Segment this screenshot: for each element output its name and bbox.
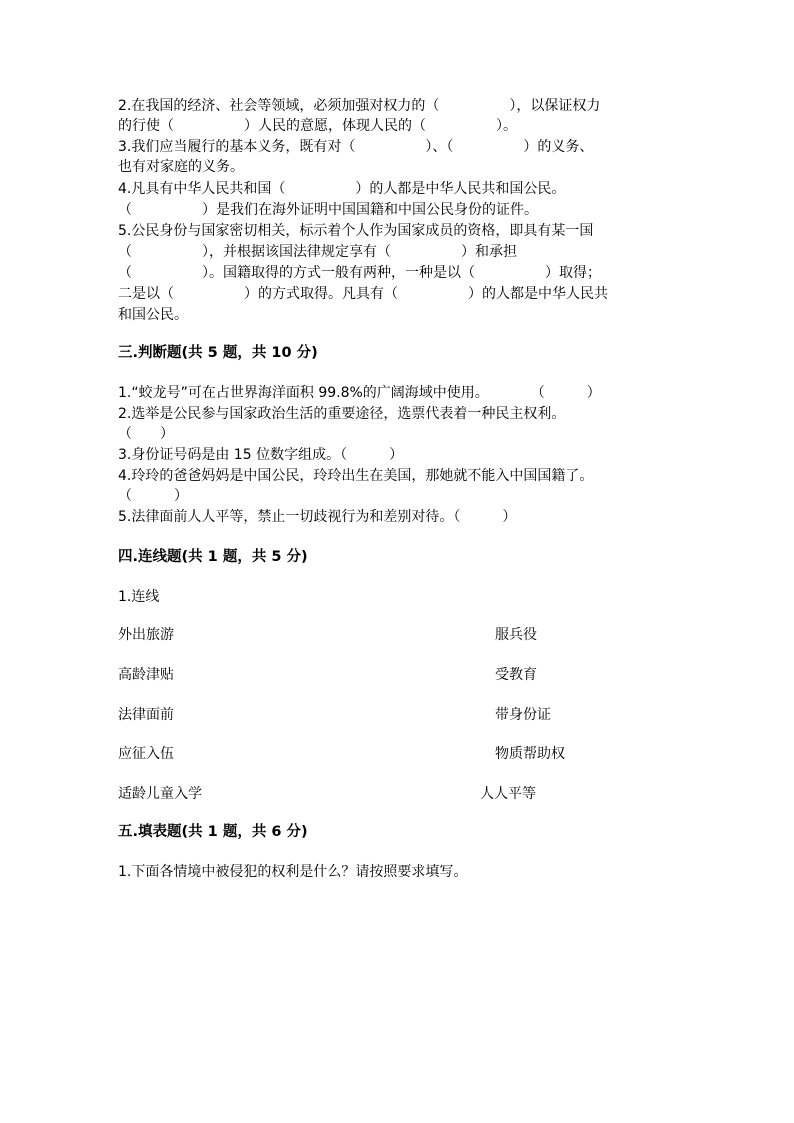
fill-line-11: 和国公民。 <box>118 307 188 323</box>
match-left-item: 适龄儿童入学 <box>118 786 202 802</box>
matching-question: 1.连线 <box>118 589 160 605</box>
fill-line-8: （ ），并根据该国法律规定享有（ ）和承担 <box>118 244 517 260</box>
judge-line-5: 4.玲玲的爸爸妈妈是中国公民，玲玲出生在美国，那她就不能入中国国籍了。 <box>118 468 594 484</box>
section-4-heading: 四.连线题(共 1 题，共 5 分) <box>118 549 308 565</box>
judge-line-7: 5.法律面前人人平等，禁止一切歧视行为和差别对待。（ ） <box>118 509 517 525</box>
match-left-item: 外出旅游 <box>118 627 174 643</box>
fill-line-4: 也有对家庭的义务。 <box>118 159 244 175</box>
match-left-item: 应征入伍 <box>118 746 174 762</box>
judge-line-1: 1.“蛟龙号”可在占世界海洋面积 99.8%的广阔海域中使用。 （ ） <box>118 385 601 401</box>
match-right-item: 带身份证 <box>495 707 551 723</box>
match-right-item: 服兵役 <box>495 627 537 643</box>
match-right-item: 人人平等 <box>480 786 536 802</box>
fill-line-9: （ ）。国籍取得的方式一般有两种，一种是以（ ）取得； <box>118 265 601 281</box>
fill-line-7: 5.公民身份与国家密切相关，标示着个人作为国家成员的资格，即具有某一国 <box>118 223 594 239</box>
match-left-item: 法律面前 <box>118 707 174 723</box>
match-right-item: 受教育 <box>495 667 537 683</box>
section-5-heading: 五.填表题(共 1 题，共 6 分) <box>118 824 308 840</box>
judge-line-4: 3.身份证号码是由 15 位数字组成。（ ） <box>118 447 404 463</box>
match-right-item: 物质帮助权 <box>495 746 565 762</box>
judge-line-3: （ ） <box>118 426 174 442</box>
section-3-heading: 三.判断题(共 5 题，共 10 分) <box>118 345 318 361</box>
table-question: 1.下面各情境中被侵犯的权利是什么？请按照要求填写。 <box>118 864 468 880</box>
match-left-item: 高龄津贴 <box>118 667 174 683</box>
fill-line-10: 二是以（ ）的方式取得。凡具有（ ）的人都是中华人民共 <box>118 286 608 302</box>
fill-line-3: 3.我们应当履行的基本义务，既有对（ ）、（ ）的义务、 <box>118 139 594 155</box>
fill-line-1: 2.在我国的经济、社会等领域，必须加强对权力的（ ），以保证权力 <box>118 98 601 114</box>
fill-line-5: 4.凡具有中华人民共和国（ ）的人都是中华人民共和国公民。 <box>118 181 566 197</box>
judge-line-2: 2.选举是公民参与国家政治生活的重要途径，选票代表着一种民主权利。 <box>118 406 566 422</box>
judge-line-6: （ ） <box>118 488 188 504</box>
fill-line-6: （ ）是我们在海外证明中国国籍和中国公民身份的证件。 <box>118 202 538 218</box>
fill-line-2: 的行使（ ）人民的意愿，体现人民的（ ）。 <box>118 118 517 134</box>
